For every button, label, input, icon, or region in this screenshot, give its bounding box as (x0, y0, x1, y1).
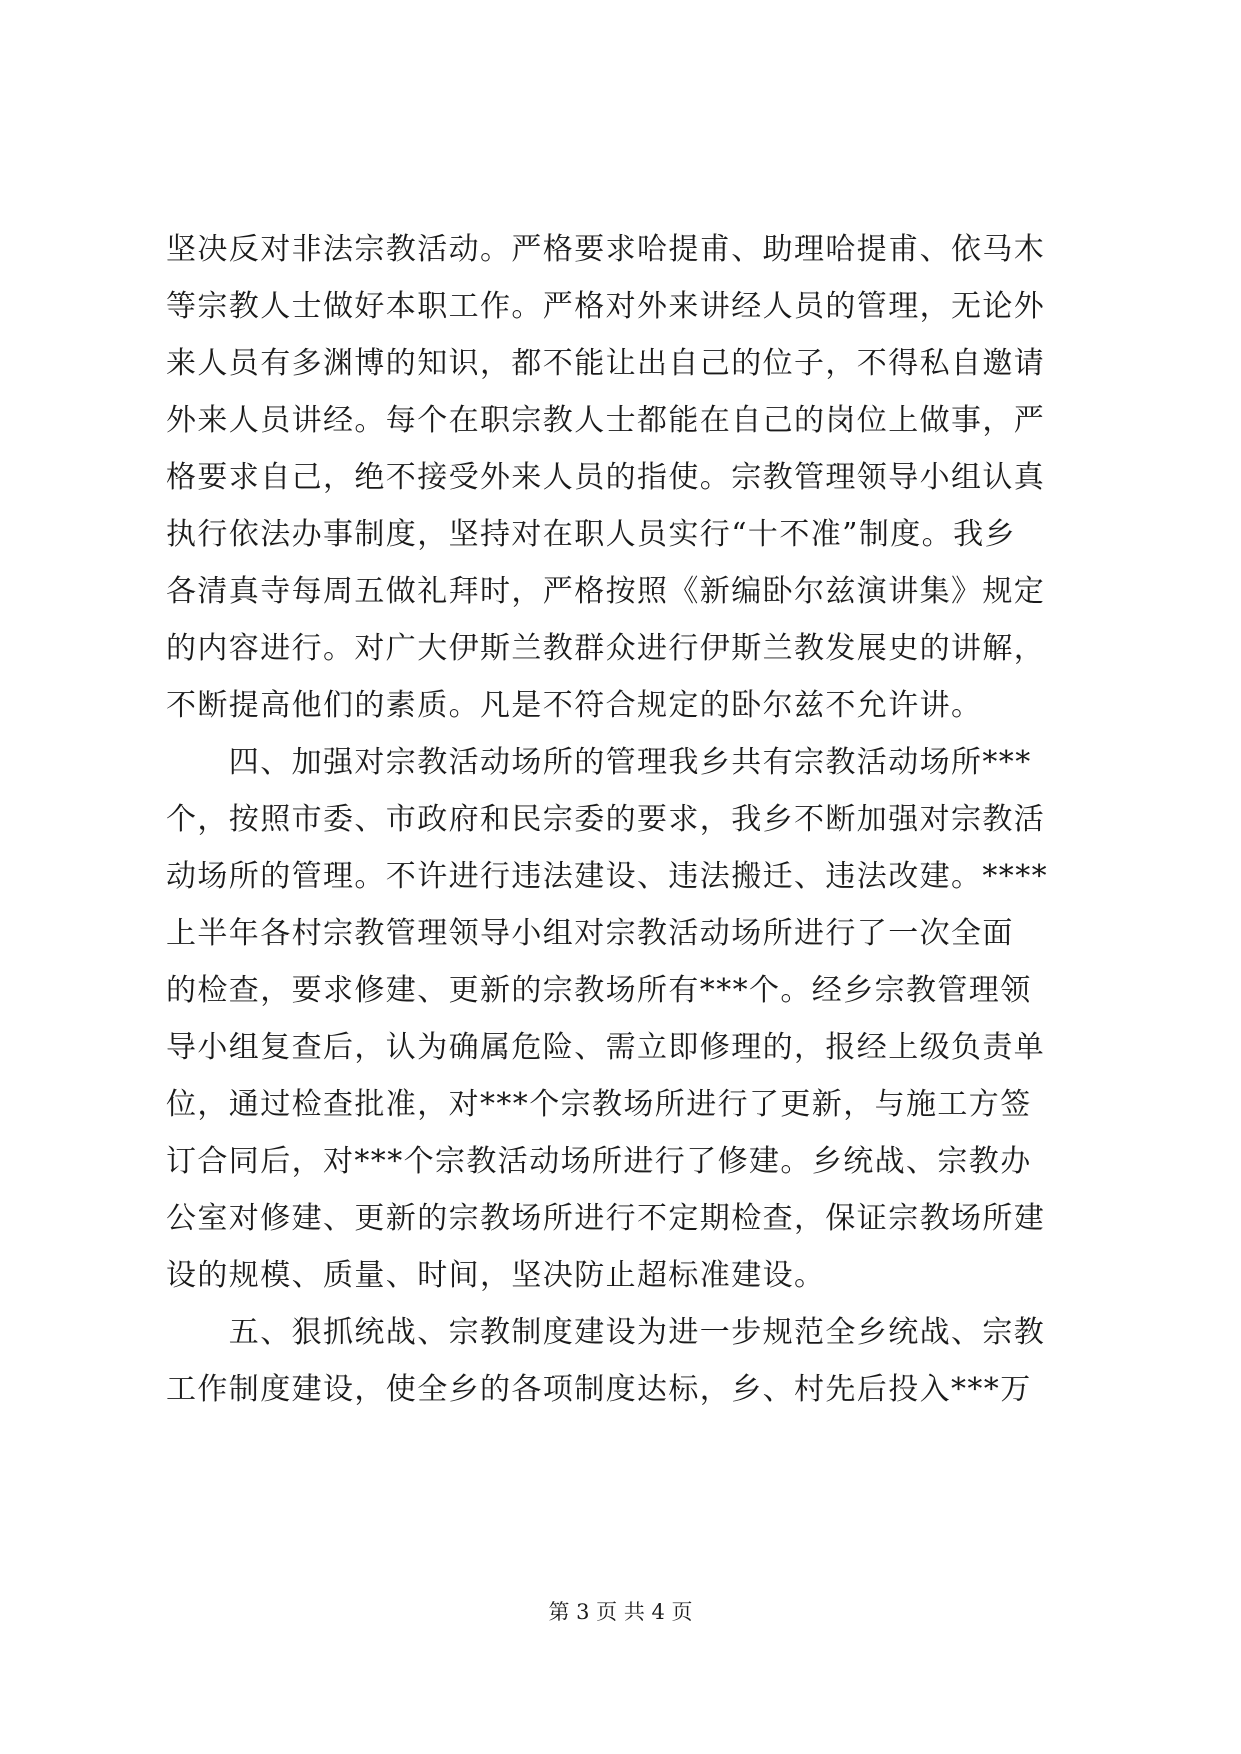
text-line: 外来人员讲经。每个在职宗教人士都能在自己的岗位上做事，严 (166, 403, 1046, 438)
text-line: 的内容进行。对广大伊斯兰教群众进行伊斯兰教发展史的讲解， (166, 631, 1046, 666)
section-heading-line: 五、狠抓统战、宗教制度建设为进一步规范全乡统战、宗教 (166, 1315, 1046, 1350)
section-heading-line: 四、加强对宗教活动场所的管理我乡共有宗教活动场所*** (166, 745, 1032, 780)
text-line: 订合同后，对***个宗教活动场所进行了修建。乡统战、宗教办 (166, 1144, 1032, 1179)
text-line: 不断提高他们的素质。凡是不符合规定的卧尔兹不允许讲。 (166, 688, 983, 723)
text-line: 个，按照市委、市政府和民宗委的要求，我乡不断加强对宗教活 (166, 802, 1046, 837)
text-line: 设的规模、质量、时间，坚决防止超标准建设。 (166, 1258, 826, 1293)
text-line: 公室对修建、更新的宗教场所进行不定期检查，保证宗教场所建 (166, 1201, 1046, 1236)
text-line: 格要求自己，绝不接受外来人员的指使。宗教管理领导小组认真 (166, 460, 1046, 495)
text-line: 位，通过检查批准，对***个宗教场所进行了更新，与施工方签 (166, 1087, 1032, 1122)
text-line: 上半年各村宗教管理领导小组对宗教活动场所进行了一次全面 (166, 916, 1014, 951)
text-line: 执行依法办事制度，坚持对在职人员实行“十不准”制度。我乡 (166, 517, 1016, 552)
page-indicator: 第 3 页 共 4 页 (548, 1600, 693, 1624)
text-line: 工作制度建设，使全乡的各项制度达标，乡、村先后投入***万 (166, 1372, 1032, 1407)
text-line: 的检查，要求修建、更新的宗教场所有***个。经乡宗教管理领 (166, 973, 1032, 1008)
text-line: 等宗教人士做好本职工作。严格对外来讲经人员的管理，无论外 (166, 289, 1046, 324)
text-line: 坚决反对非法宗教活动。严格要求哈提甫、助理哈提甫、依马木 (166, 232, 1046, 267)
text-line: 导小组复查后，认为确属危险、需立即修理的，报经上级负责单 (166, 1030, 1046, 1065)
text-line: 各清真寺每周五做礼拜时，严格按照《新编卧尔兹演讲集》规定 (166, 574, 1046, 609)
text-line: 来人员有多渊博的知识，都不能让出自己的位子，不得私自邀请 (166, 346, 1046, 381)
page-footer (0, 1598, 1241, 1626)
text-line: 动场所的管理。不许进行违法建设、违法搬迁、违法改建。**** (166, 859, 1048, 894)
